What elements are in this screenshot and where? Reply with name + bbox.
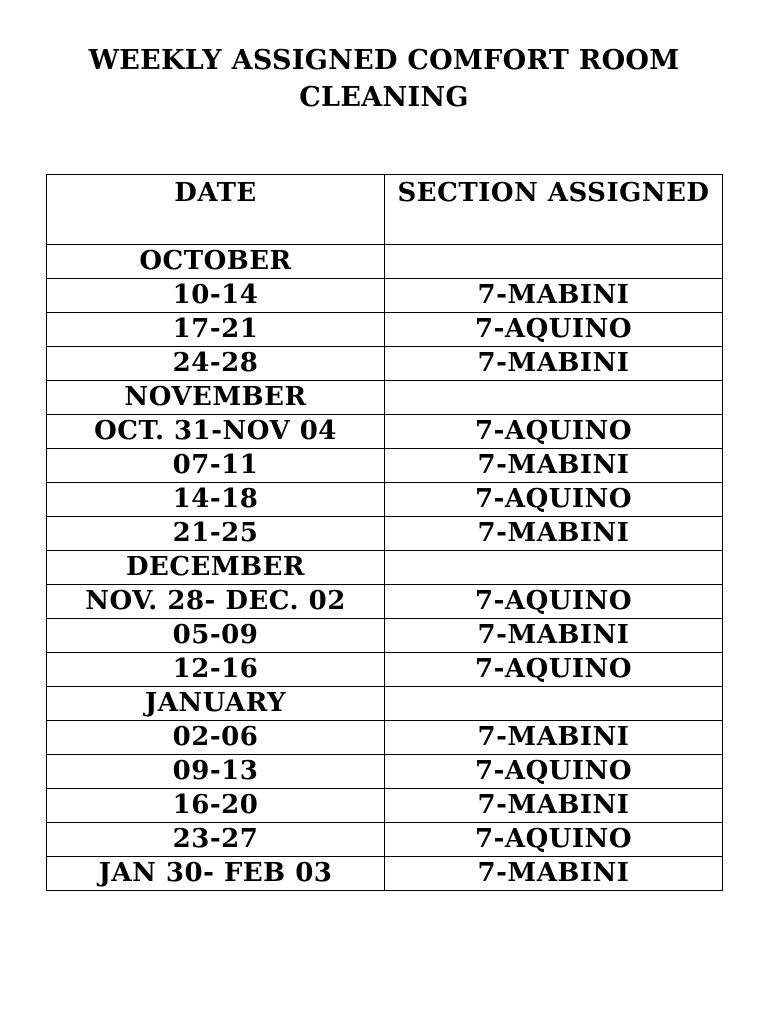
section-cell: 7-AQUINO [385,823,723,857]
date-cell: 16-20 [47,789,385,823]
date-cell: JAN 30- FEB 03 [47,857,385,891]
table-row [47,585,723,619]
section-cell: 7-MABINI [385,721,723,755]
date-cell: 02-06 [47,721,385,755]
table-row [47,551,723,585]
cleaning-schedule-table [46,174,723,891]
table-row [47,415,723,449]
table-row [47,483,723,517]
section-cell: 7-AQUINO [385,415,723,449]
section-cell: 7-AQUINO [385,313,723,347]
section-cell: 7-MABINI [385,619,723,653]
date-cell: DECEMBER [47,551,385,585]
table-row [47,381,723,415]
date-cell: 14-18 [47,483,385,517]
table-row [47,857,723,891]
section-column-header: SECTION ASSIGNED [385,175,723,245]
section-cell: 7-MABINI [385,517,723,551]
section-cell [385,551,723,585]
date-cell: JANUARY [47,687,385,721]
date-cell: 07-11 [47,449,385,483]
table-row [47,687,723,721]
date-cell: 10-14 [47,279,385,313]
date-cell: 05-09 [47,619,385,653]
section-cell: 7-MABINI [385,347,723,381]
section-cell: 7-MABINI [385,857,723,891]
table-row [47,449,723,483]
table-row [47,517,723,551]
section-cell: 7-AQUINO [385,653,723,687]
page-title: WEEKLY ASSIGNED COMFORT ROOM CLEANING [88,45,680,113]
table-row [47,823,723,857]
section-cell [385,245,723,279]
table-row [47,313,723,347]
table-header-row [47,175,723,245]
section-cell: 7-MABINI [385,449,723,483]
date-cell: OCTOBER [47,245,385,279]
date-cell: 24-28 [47,347,385,381]
table-row [47,721,723,755]
table-row [47,347,723,381]
table-row [47,279,723,313]
section-cell: 7-AQUINO [385,483,723,517]
section-cell [385,381,723,415]
table-row [47,653,723,687]
table-row [47,789,723,823]
section-cell [385,687,723,721]
section-cell: 7-AQUINO [385,755,723,789]
table-row [47,245,723,279]
date-cell: NOVEMBER [47,381,385,415]
date-cell: 12-16 [47,653,385,687]
date-cell: 17-21 [47,313,385,347]
date-cell: 09-13 [47,755,385,789]
date-cell: 23-27 [47,823,385,857]
table-row [47,755,723,789]
date-cell: OCT. 31-NOV 04 [47,415,385,449]
date-cell: 21-25 [47,517,385,551]
date-column-header: DATE [47,175,385,245]
section-cell: 7-AQUINO [385,585,723,619]
table-row [47,619,723,653]
date-cell: NOV. 28- DEC. 02 [47,585,385,619]
section-cell: 7-MABINI [385,789,723,823]
section-cell: 7-MABINI [385,279,723,313]
